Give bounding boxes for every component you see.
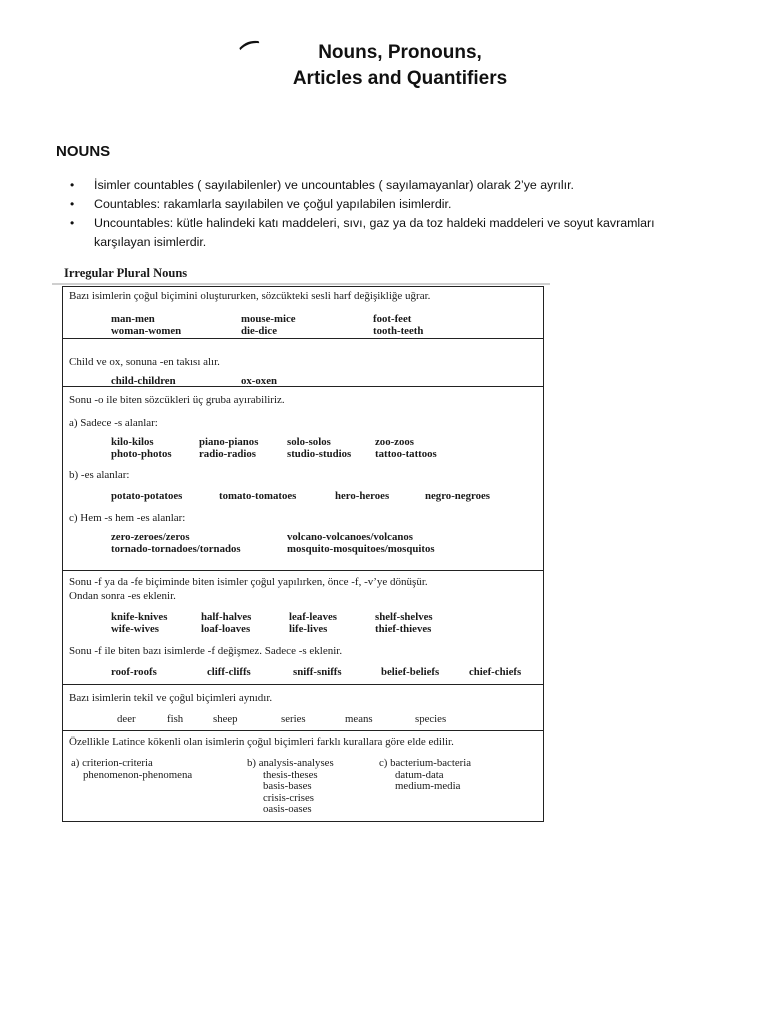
section-intro: Sonu -f ya da -fe biçiminde biten isimler çoğul yapılırken, önce -f, -v’ye dönüşür. xyxy=(69,576,428,588)
example-row xyxy=(69,313,537,325)
section-en-suffix xyxy=(63,339,543,387)
bullet-dot-icon: • xyxy=(70,197,75,211)
latin-column-c xyxy=(379,758,471,793)
example-item: photo-photos xyxy=(111,448,172,460)
example-item: half-halves xyxy=(201,611,252,623)
example-row xyxy=(69,325,537,337)
section-o-ending xyxy=(63,387,543,571)
group-label-c: c) Hem -s hem -es alanlar: xyxy=(69,512,186,524)
example-item: zoo-zoos xyxy=(375,436,414,448)
example-item: roof-roofs xyxy=(111,666,157,678)
example-row xyxy=(69,436,537,448)
example-item: crisis-crises xyxy=(263,791,314,804)
example-item: zero-zeroes/zeros xyxy=(111,531,190,543)
example-item: tattoo-tattoos xyxy=(375,448,437,460)
example-item: chief-chiefs xyxy=(469,666,522,678)
example-row xyxy=(69,543,537,555)
example-item: b) analysis-analyses xyxy=(247,757,334,769)
example-item: potato-potatoes xyxy=(111,490,183,502)
section-vowel-change xyxy=(63,287,543,339)
title-line-2: Articles and Quantifiers xyxy=(292,68,508,89)
section-intro: Bazı isimlerin çoğul biçimini oluştururken, sözcükteki sesli harf değişikliğe uğrar. xyxy=(69,290,431,302)
example-item: woman-women xyxy=(111,325,182,337)
example-row xyxy=(69,666,537,678)
example-item: leaf-leaves xyxy=(289,611,337,623)
example-item: studio-studios xyxy=(287,448,352,460)
example-item: sheep xyxy=(213,713,238,725)
example-item: wife-wives xyxy=(111,623,159,635)
example-item: thesis-theses xyxy=(263,768,318,781)
example-item: kilo-kilos xyxy=(111,436,154,448)
latin-column-a xyxy=(71,758,192,781)
example-item: means xyxy=(345,713,373,725)
example-row xyxy=(69,531,537,543)
example-item: species xyxy=(415,713,447,725)
example-item: mosquito-mosquitoes/mosquitos xyxy=(287,543,435,555)
bullet-dot-icon: • xyxy=(70,178,75,192)
section-intro: Child ve ox, sonuna -en takısı alır. xyxy=(69,356,220,368)
example-item: tomato-tomatoes xyxy=(219,490,297,502)
section-heading: NOUNS xyxy=(56,143,111,160)
example-item: sniff-sniffs xyxy=(293,666,342,678)
document-title xyxy=(240,39,550,92)
example-item: belief-beliefs xyxy=(381,666,440,678)
example-item: c) bacterium-bacteria xyxy=(379,757,472,769)
title-line-1: Nouns, Pronouns, xyxy=(318,42,482,63)
example-item: man-men xyxy=(111,313,155,325)
example-row xyxy=(69,611,537,623)
example-item: series xyxy=(281,713,306,725)
example-item: life-lives xyxy=(289,623,328,635)
example-row xyxy=(69,713,537,725)
section-intro: Ondan sonra -es eklenir. xyxy=(69,590,176,602)
example-item: cliff-cliffs xyxy=(207,666,251,678)
example-item: datum-data xyxy=(395,768,444,781)
section-same-forms xyxy=(63,685,543,731)
scan-title: Irregular Plural Nouns xyxy=(64,266,188,280)
example-row xyxy=(69,448,537,460)
example-item: negro-negroes xyxy=(425,490,490,502)
section-f-ending xyxy=(63,571,543,685)
example-item: ox-oxen xyxy=(241,375,277,387)
example-item: foot-feet xyxy=(373,313,412,325)
example-item: oasis-oases xyxy=(263,803,312,815)
bullet-list xyxy=(70,176,690,252)
example-item: medium-media xyxy=(395,780,461,792)
example-item: die-dice xyxy=(241,325,277,337)
example-item: thief-thieves xyxy=(375,623,432,635)
example-item: mouse-mice xyxy=(241,313,296,325)
bullet-item: • İsimler countables ( sayılabilenler) ve uncountables ( sayılamayanlar) olarak 2’ye ayrılır. xyxy=(70,176,690,195)
example-item: basis-bases xyxy=(263,780,312,792)
example-item: radio-radios xyxy=(199,448,256,460)
example-row xyxy=(69,623,537,635)
section-intro: Sonu -f ile biten bazı isimlerde -f değişmez. Sadece -s eklenir. xyxy=(69,645,343,657)
latin-columns xyxy=(69,758,537,820)
scan-title-rule xyxy=(52,283,550,285)
decorative-mark: ⁀ xyxy=(240,39,266,70)
example-item: loaf-loaves xyxy=(201,623,251,635)
example-item: phenomenon-phenomena xyxy=(83,768,193,781)
section-intro: Özellikle Latince kökenli olan isimlerin çoğul biçimleri farklı kurallara göre elde edilir. xyxy=(69,736,454,748)
example-item: hero-heroes xyxy=(335,490,390,502)
example-item: child-children xyxy=(111,375,176,387)
group-label-b: b) -es alanlar: xyxy=(69,469,130,481)
example-item: volcano-volcanoes/volcanos xyxy=(287,531,413,543)
example-item: shelf-shelves xyxy=(375,611,433,623)
example-item: tornado-tornadoes/tornados xyxy=(111,543,241,555)
group-label-a: a) Sadece -s alanlar: xyxy=(69,417,158,429)
scanned-table-image xyxy=(62,264,550,822)
latin-column-b xyxy=(247,758,334,816)
example-item: fish xyxy=(167,713,184,725)
example-item: deer xyxy=(117,713,136,725)
section-latin-plurals xyxy=(63,731,543,821)
section-intro: Sonu -o ile biten sözcükleri üç gruba ayırabiliriz. xyxy=(69,394,285,406)
example-item: a) criterion-criteria xyxy=(71,757,153,769)
plural-rules-table xyxy=(62,286,544,822)
bullet-item: • Countables: rakamlarla sayılabilen ve çoğul yapılabilen isimlerdir. xyxy=(70,195,690,214)
example-item: solo-solos xyxy=(287,436,331,448)
example-item: knife-knives xyxy=(111,611,168,623)
bullet-item: • Uncountables: kütle halindeki katı maddeleri, sıvı, gaz ya da toz haldeki maddeleri ve soyut kavramları karşılayan isimlerdir. xyxy=(70,216,655,249)
bullet-dot-icon: • xyxy=(70,216,75,230)
example-row xyxy=(69,375,537,387)
example-row xyxy=(69,490,537,502)
example-item: piano-pianos xyxy=(199,436,259,448)
section-intro: Bazı isimlerin tekil ve çoğul biçimleri aynıdır. xyxy=(69,692,273,704)
example-item: tooth-teeth xyxy=(373,325,424,337)
